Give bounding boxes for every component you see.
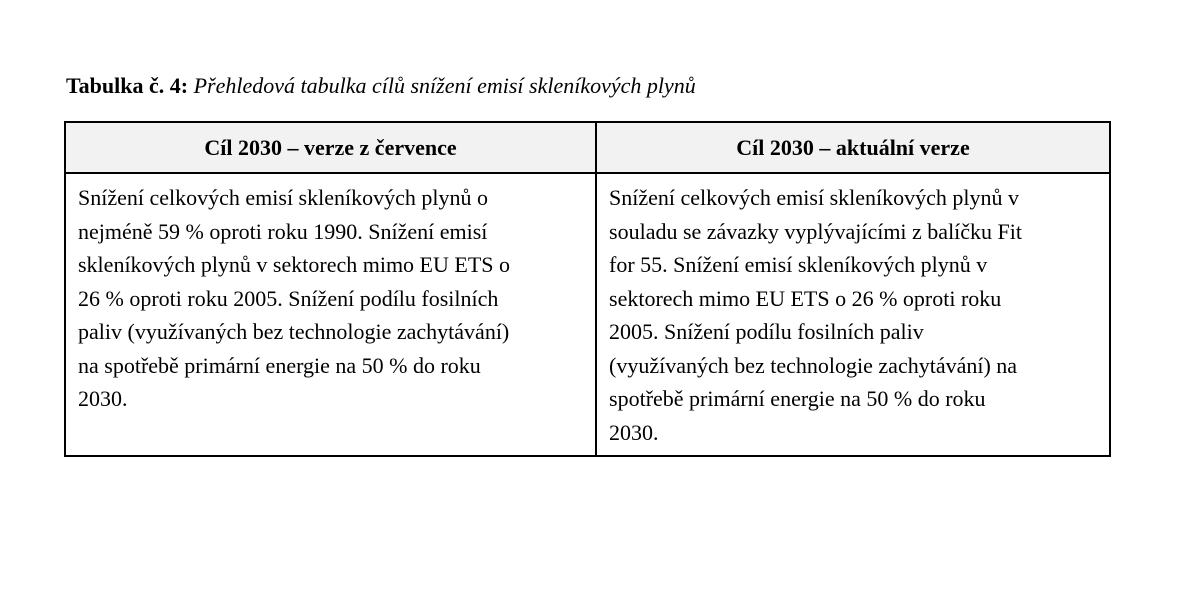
- cell-text-line: skleníkových plynů v sektorech mimo EU ETS o: [78, 252, 510, 277]
- cell-text-line: 2030.: [609, 419, 659, 445]
- cell-current-version: [596, 173, 1110, 456]
- emissions-targets-table: [64, 121, 1111, 457]
- cell-july-version: [65, 173, 596, 456]
- cell-text-line: souladu se závazky vyplývajícími z balíčku Fit: [609, 218, 1023, 244]
- table-caption: [66, 72, 696, 100]
- cell-text-line: spotřebě primární energie na 50 % do roku: [609, 386, 986, 411]
- cell-text-line: (využívaných bez technologie zachytávání) na: [609, 352, 1018, 378]
- caption-label: Tabulka č. 4:: [66, 73, 189, 98]
- cell-text-line: na spotřebě primární energie na 50 % do roku: [78, 352, 481, 378]
- table-header-row: [65, 122, 1110, 173]
- table-row: [65, 173, 1110, 456]
- cell-text-line: 2005. Snížení podílu fosilních paliv: [609, 319, 924, 344]
- header-current-version: Cíl 2030 – aktuální verze: [596, 122, 1110, 173]
- header-july-version: Cíl 2030 – verze z července: [65, 122, 596, 173]
- caption-text: Přehledová tabulka cílů snížení emisí skleníkových plynů: [193, 73, 696, 98]
- cell-text-line: Snížení celkových emisí skleníkových plynů v: [609, 185, 1020, 210]
- cell-text-line: paliv (využívaných bez technologie zachytávání): [78, 319, 510, 344]
- cell-text-line: for 55. Snížení emisí skleníkových plynů v: [609, 252, 988, 277]
- cell-text-line: nejméně 59 % oproti roku 1990. Snížení emisí: [78, 218, 488, 244]
- cell-text-line: 26 % oproti roku 2005. Snížení podílu fosilních: [78, 285, 499, 311]
- cell-text-line: sektorech mimo EU ETS o 26 % oproti roku: [609, 285, 1002, 311]
- cell-text-line: Snížení celkových emisí skleníkových plynů o: [78, 185, 488, 210]
- cell-text-line: 2030.: [78, 386, 128, 411]
